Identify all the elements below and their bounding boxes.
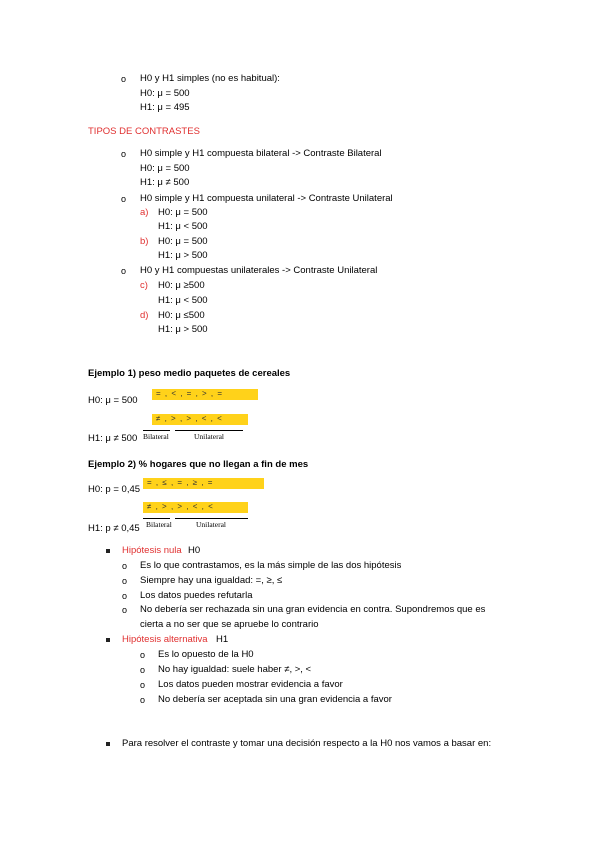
text-line: Los datos pueden mostrar evidencia a favor [158, 679, 343, 690]
brace-label: Unilateral [196, 520, 226, 529]
bullet-marker: o [140, 665, 146, 675]
bullet-marker: o [122, 561, 128, 571]
brace-label: Bilateral [143, 432, 169, 441]
bullet-marker: o [122, 605, 128, 615]
bullet-marker: o [140, 695, 146, 705]
text-line: a) [140, 207, 149, 218]
text-line: No debería ser rechazada sin una gran evidencia en contra. Supondremos que es [140, 604, 486, 615]
text-line: cierta a no ser que se apruebe lo contrario [140, 619, 319, 630]
text-line: H0 simple y H1 compuesta unilateral -> Contraste Unilateral [140, 193, 393, 204]
square-bullet-icon [106, 549, 110, 553]
text-line: No hay igualdad: suele haber ≠, >, < [158, 664, 312, 675]
text-line: d) [140, 310, 149, 321]
text-line: H1: μ < 500 [158, 295, 208, 306]
text-line: Los datos puedes refutarla [140, 590, 253, 601]
text-line: H0: μ = 500 [88, 395, 138, 406]
text-line: H0: μ ≤500 [158, 310, 205, 321]
text-line: H1: μ ≠ 500 [88, 433, 138, 444]
text-line: TIPOS DE CONTRASTES [88, 126, 200, 137]
text-line: H0: μ = 500 [140, 88, 190, 99]
text-line: Es lo opuesto de la H0 [158, 649, 254, 660]
bullet-marker: o [122, 576, 128, 586]
text-line: c) [140, 280, 148, 291]
comparison-symbols: ≠ , > , > , < , < [156, 414, 223, 423]
bullet-marker: o [121, 74, 127, 84]
text-line: H1: μ > 500 [158, 250, 208, 261]
text-line: H1: μ = 495 [140, 102, 190, 113]
text-line: H0: μ ≥500 [158, 280, 205, 291]
comparison-symbols: = , ≤ , = , ≥ , = [147, 478, 214, 487]
text-line: H0 simple y H1 compuesta bilateral -> Contraste Bilateral [140, 148, 382, 159]
text-line: Hipótesis nula [122, 545, 182, 556]
highlighted-symbols [152, 414, 248, 425]
text-line: H1: p ≠ 0,45 [88, 523, 140, 534]
highlighted-symbols [152, 389, 258, 400]
text-line: Es lo que contrastamos, es la más simple de las dos hipótesis [140, 560, 402, 571]
comparison-symbols: ≠ , > , > , < , < [147, 502, 214, 511]
square-bullet-icon [106, 742, 110, 746]
text-line: Siempre hay una igualdad: =, ≥, ≤ [140, 575, 283, 586]
text-line: H0: μ = 500 [158, 236, 208, 247]
bullet-marker: o [140, 650, 146, 660]
text-line: H1: μ ≠ 500 [140, 177, 190, 188]
text-line: H1 [216, 634, 229, 645]
text-line: H0 y H1 simples (no es habitual): [140, 73, 280, 84]
text-line: Ejemplo 1) peso medio paquetes de cereales [88, 368, 291, 379]
comparison-symbols: = , < , = , > , = [156, 389, 224, 398]
text-line: H0: p = 0,45 [88, 484, 141, 495]
bullet-marker: o [121, 266, 127, 276]
brace-label: Unilateral [194, 432, 224, 441]
bullet-marker: o [122, 591, 128, 601]
text-line: H0: μ = 500 [140, 163, 190, 174]
bullet-marker: o [140, 680, 146, 690]
text-line: b) [140, 236, 149, 247]
brace-label: Bilateral [146, 520, 172, 529]
highlighted-symbols [143, 502, 248, 513]
text-line: H0: μ = 500 [158, 207, 208, 218]
text-line: H0 y H1 compuestas unilaterales -> Contraste Unilateral [140, 265, 378, 276]
text-line: Hipótesis alternativa [122, 634, 208, 645]
text-line: Ejemplo 2) % hogares que no llegan a fin de mes [88, 459, 309, 470]
text-line: H1: μ < 500 [158, 221, 208, 232]
bullet-marker: o [121, 149, 127, 159]
bullet-marker: o [121, 194, 127, 204]
text-line: No debería ser aceptada sin una gran evidencia a favor [158, 694, 392, 705]
text-line: Para resolver el contraste y tomar una decisión respecto a la H0 nos vamos a basar en: [122, 738, 492, 749]
square-bullet-icon [106, 638, 110, 642]
text-line: H1: μ > 500 [158, 324, 208, 335]
highlighted-symbols [143, 478, 264, 489]
text-line: H0 [188, 545, 201, 556]
